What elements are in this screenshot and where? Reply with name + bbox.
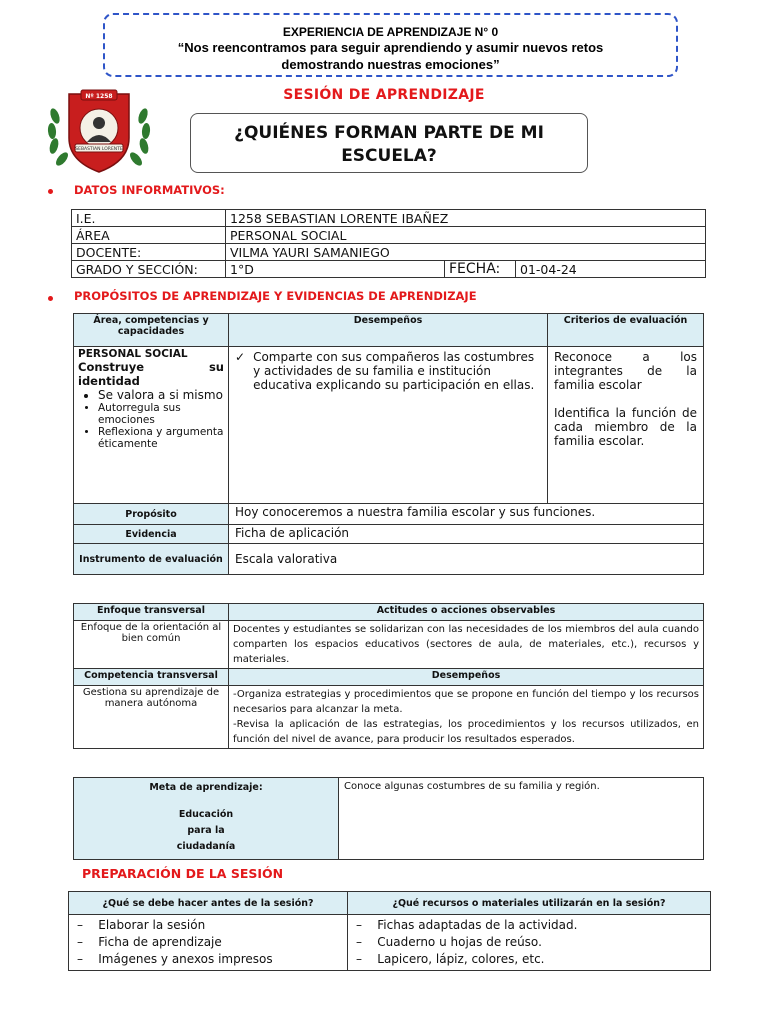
list-item: – Imágenes y anexos impresos <box>77 952 273 966</box>
comp-transversal-header: Competencia transversal <box>74 669 229 686</box>
preparacion-table <box>68 891 711 971</box>
instrumento-value: Escala valorativa <box>229 544 704 575</box>
ie-value: 1258 SEBASTIAN LORENTE IBAÑEZ <box>226 210 706 227</box>
enfoque-value: Enfoque de la orientación al bien común <box>74 621 229 669</box>
meta-value: Conoce algunas costumbres de su familia y región. <box>339 778 704 860</box>
desempeno-cell <box>229 347 548 504</box>
antes-cell <box>69 915 348 971</box>
laurel-left-icon <box>47 107 70 168</box>
list-item: – Ficha de aprendizaje <box>77 935 222 949</box>
bullet-icon <box>48 189 53 194</box>
actitudes-value: Docentes y estudiantes se solidarizan con las necesidades de los miembros del aula cuando comparten los espacios educativos (sectores de aula, de materiales, etc.), recursos y materiales. <box>229 621 704 669</box>
list-item: – Lapicero, lápiz, colores, etc. <box>356 952 545 966</box>
criterios-cell <box>548 347 704 504</box>
experience-title: “Nos reencontramos para seguir aprendiendo y asumir nuevos retos demostrando nuestras emociones” <box>177 40 604 72</box>
area-cell <box>74 347 229 504</box>
grado-label: GRADO Y SECCIÓN: <box>72 261 226 278</box>
area-label: ÁREA <box>72 227 226 244</box>
enfoque-header: Enfoque transversal <box>74 604 229 621</box>
list-item: – Elaborar la sesión <box>77 918 206 932</box>
list-item: – Fichas adaptadas de la actividad. <box>356 918 578 932</box>
evidencia-label: Evidencia <box>74 525 229 544</box>
recursos-header: ¿Qué recursos o materiales utilizarán en la sesión? <box>348 892 711 915</box>
fecha-label: FECHA: <box>445 261 516 278</box>
comp-transversal-value: Gestiona su aprendizaje de manera autónoma <box>74 686 229 749</box>
instrumento-label: Instrumento de evaluación <box>74 544 229 575</box>
meta-sub: Educación para la ciudadanía <box>176 809 236 852</box>
grado-value: 1°D <box>226 261 445 278</box>
area-name: PERSONAL SOCIAL <box>78 348 188 360</box>
fecha-value: 01-04-24 <box>516 261 706 278</box>
datos-table <box>71 209 706 278</box>
desempeno-transversal-2: -Revisa la aplicación de las estrategias, los procedimientos y los recursos utilizados, en función del nivel de avance, para producir los resultados esperados. <box>233 719 699 745</box>
datos-heading: DATOS INFORMATIVOS: <box>74 183 225 197</box>
recursos-cell <box>348 915 711 971</box>
evidencia-value: Ficha de aplicación <box>229 525 704 544</box>
capacidad-item: • Autorregula sus emociones <box>98 402 224 426</box>
session-title: ¿QUIÉNES FORMAN PARTE DE MI ESCUELA? <box>190 113 588 173</box>
proposito-label: Propósito <box>74 504 229 525</box>
check-icon: ✓ <box>235 350 246 364</box>
session-label: SESIÓN DE APRENDIZAJE <box>283 87 485 103</box>
col-criterios-header: Criterios de evaluación <box>548 314 704 347</box>
area-value: PERSONAL SOCIAL <box>226 227 706 244</box>
desempeno-transversal-1: -Organiza estrategias y procedimientos que se propone en función del tiempo y los recursos necesarios para alcanzar la meta. <box>233 689 699 715</box>
meta-label: Meta de aprendizaje: <box>149 782 263 793</box>
proposito-value: Hoy conoceremos a nuestra familia escolar y sus funciones. <box>229 504 704 525</box>
experience-header <box>103 13 678 77</box>
capacidad-item: • Se valora a si mismo <box>98 388 224 402</box>
enfoque-table <box>73 603 704 749</box>
actitudes-header: Actitudes o acciones observables <box>229 604 704 621</box>
docente-value: VILMA YAURI SAMANIEGO <box>226 244 706 261</box>
docente-label: DOCENTE: <box>72 244 226 261</box>
desempenos-transversal-cell <box>229 686 704 749</box>
propositos-heading: PROPÓSITOS DE APRENDIZAJE Y EVIDENCIAS DE APRENDIZAJE <box>74 289 477 303</box>
meta-label-cell <box>74 778 339 860</box>
svg-text:Nº 1258: Nº 1258 <box>85 93 113 100</box>
experience-number: EXPERIENCIA DE APRENDIZAJE N° 0 <box>282 25 499 39</box>
criterio-2: Identifica la función de cada miembro de la familia escolar. <box>554 406 697 448</box>
capacidad-item: • Reflexiona y argumenta éticamente <box>98 426 224 450</box>
list-item: – Cuaderno u hojas de reúso. <box>356 935 542 949</box>
col-desempenos-header: Desempeños <box>229 314 548 347</box>
ie-label: I.E. <box>72 210 226 227</box>
laurel-right-icon <box>128 107 151 168</box>
bullet-icon <box>48 296 53 301</box>
svg-text:SEBASTIAN LORENTE: SEBASTIAN LORENTE <box>75 147 123 152</box>
antes-header: ¿Qué se debe hacer antes de la sesión? <box>69 892 348 915</box>
preparacion-heading: PREPARACIÓN DE LA SESIÓN <box>82 866 284 881</box>
desempeno-text: Comparte con sus compañeros las costumbres y actividades de su familia e institución educativa explicando su participación en ellas. <box>253 350 535 392</box>
col-area-header: Área, competencias y capacidades <box>74 314 229 347</box>
meta-table <box>73 777 704 860</box>
competencia-name: Construye su identidad <box>78 360 224 388</box>
propositos-table <box>73 313 704 575</box>
criterio-1: Reconoce a los integrantes de la familia escolar <box>554 350 697 392</box>
desempenos-transversal-header: Desempeños <box>229 669 704 686</box>
